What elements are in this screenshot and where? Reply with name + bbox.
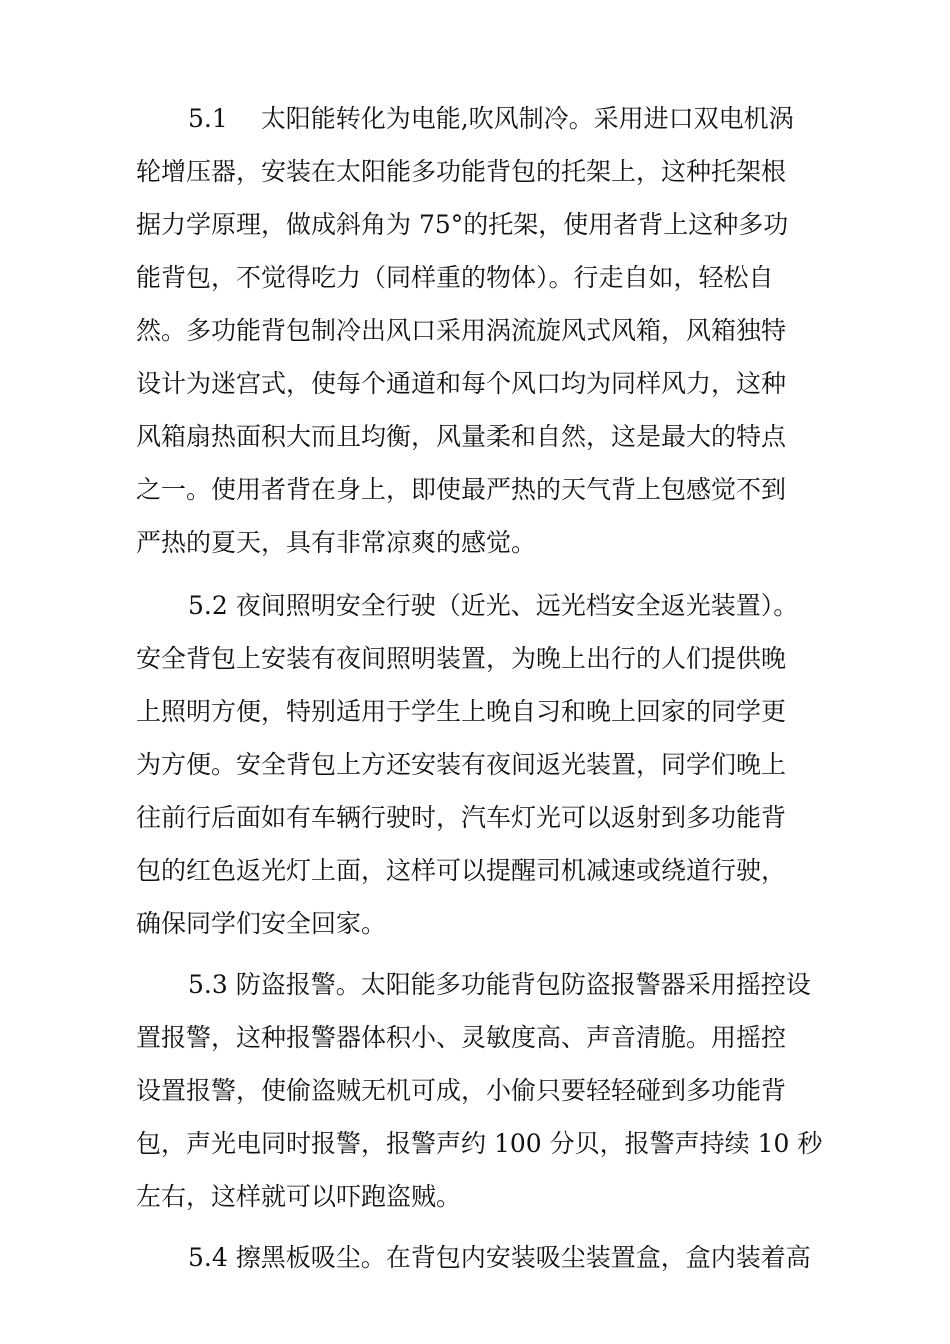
paragraph-line: 能背包，不觉得吃力（同样重的物体）。行走自如，轻松自 [136,263,774,292]
paragraph-line: 严热的夏天，具有非常凉爽的感觉。 [136,528,537,557]
paragraph-line: 据力学原理，做成斜角为 75°的托架，使用者背上这种多功 [136,210,789,239]
paragraph-line: 5.1 太阳能转化为电能,吹风制冷。采用进口双电机涡 [188,104,794,133]
paragraph-line: 5.2 夜间照明安全行驶（近光、远光档安全返光装置）。 [188,591,799,620]
paragraph-5-3 [136,958,826,1223]
paragraph-line: 5.3 防盗报警。太阳能多功能背包防盗报警器采用摇控设 [188,970,811,999]
paragraph-line: 上照明方便，特别适用于学生上晚自习和晚上回家的同学更 [136,697,787,726]
paragraph-line: 安全背包上安装有夜间照明装置，为晚上出行的人们提供晚 [136,644,787,673]
paragraph-line: 为方便。安全背包上方还安装有夜间返光装置，同学们晚上 [136,750,787,779]
paragraph-line: 左右，这样就可以吓跑盗贼。 [136,1182,462,1211]
paragraph-5-4 [136,1231,826,1284]
paragraph-line: 置报警，这种报警器体积小、灵敏度高、声音清脆。用摇控 [136,1023,787,1052]
paragraph-line: 包，声光电同时报警，报警声约 100 分贝，报警声持续 10 秒 [136,1129,823,1158]
paragraph-line: 设计为迷宫式，使每个通道和每个风口均为同样风力，这种 [136,369,787,398]
paragraph-line: 轮增压器，安装在太阳能多功能背包的托架上，这种托架根 [136,157,787,186]
paragraph-line: 然。多功能背包制冷出风口采用涡流旋风式风箱，风箱独特 [136,316,787,345]
paragraph-line: 5.4 擦黑板吸尘。在背包内安装吸尘装置盒，盒内装着高 [188,1243,811,1272]
document-body [136,92,826,1284]
paragraph-line: 往前行后面如有车辆行驶时，汽车灯光可以返射到多功能背 [136,803,787,832]
paragraph-line: 包的红色返光灯上面，这样可以提醒司机减速或绕道行驶， [136,856,787,885]
paragraph-line: 之一。使用者背在身上，即使最严热的天气背上包感觉不到 [136,475,787,504]
paragraph-line: 设置报警，使偷盗贼无机可成，小偷只要轻轻碰到多功能背 [136,1076,787,1105]
paragraph-line: 风箱扇热面积大而且均衡，风量柔和自然，这是最大的特点 [136,422,787,451]
paragraph-5-1 [136,92,826,569]
paragraph-5-2 [136,579,826,950]
paragraph-line: 确保同学们安全回家。 [136,909,387,938]
